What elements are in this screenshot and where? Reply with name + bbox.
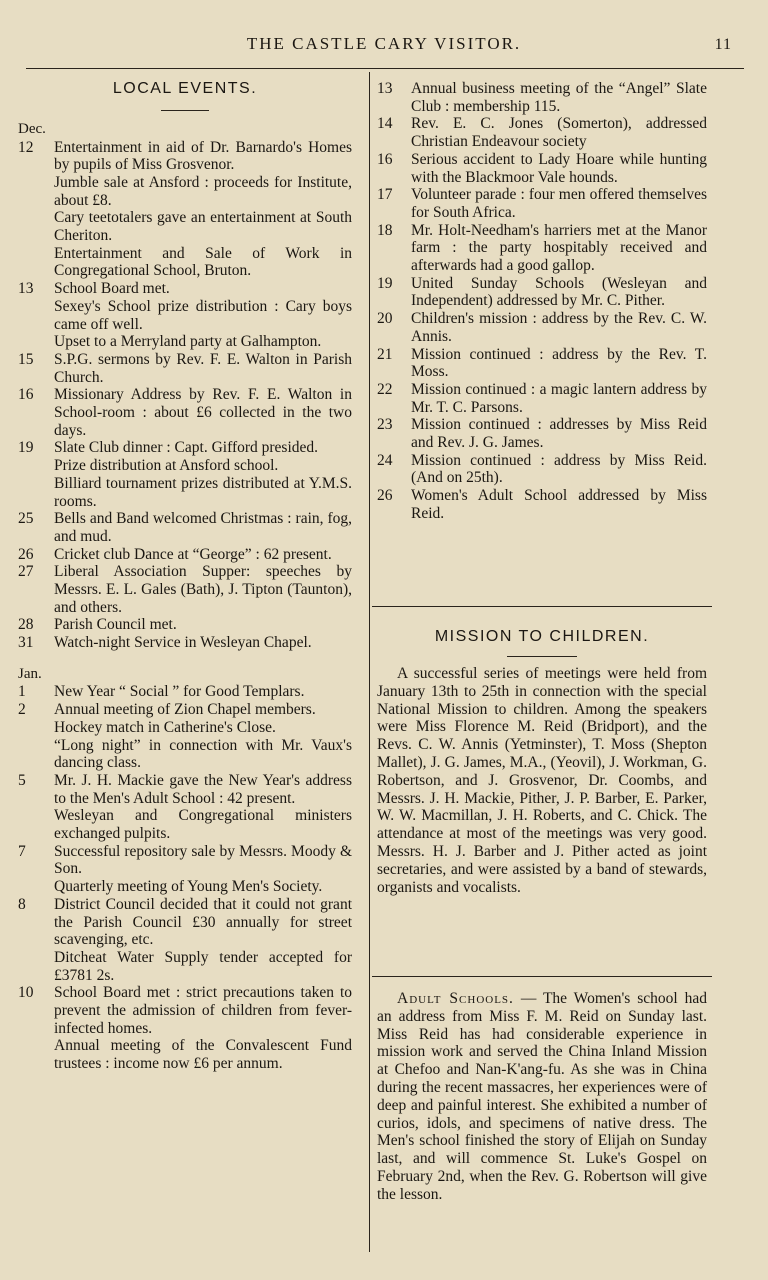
event-text: Entertainment and Sale of Work in Congregational School, Bruton. (54, 244, 352, 280)
event-text: Cary teetotalers gave an entertainment at South Cheriton. (54, 209, 352, 245)
page-header (0, 34, 768, 58)
local-events-title: LOCAL EVENTS. (112, 80, 258, 97)
event-entry (18, 439, 352, 510)
event-text: Volunteer parade : four men offered themselves for South Africa. (411, 186, 707, 221)
event-text: Mission continued : address by the Rev. T. Moss. (411, 345, 707, 381)
event-entry (18, 510, 352, 545)
event-entry (18, 683, 352, 701)
event-day: 16 (18, 386, 34, 404)
adult-schools-heading: Adult Schools. (397, 990, 514, 1007)
event-day: 21 (377, 345, 393, 363)
event-entry (18, 984, 352, 1073)
section-divider (372, 606, 712, 607)
event-day: 5 (18, 771, 26, 789)
event-day: 8 (18, 895, 26, 913)
event-text: United Sunday Schools (Wesleyan and Independent) addressed by Mr. C. Pither. (411, 274, 707, 310)
event-entry (18, 843, 352, 896)
local-events-column (18, 76, 352, 1073)
title-rule (161, 110, 209, 111)
event-text: Liberal Association Supper: speeches by Messrs. E. L. Gales (Bath), J. Tipton (Taunton), and others. (54, 563, 352, 616)
event-day: 26 (377, 487, 393, 505)
event-text: Serious accident to Lady Hoare while hunting with the Blackmoor Vale hounds. (411, 150, 707, 186)
month-label-jan: Jan. (18, 665, 42, 682)
event-text: Mission continued : a magic lantern address by Mr. T. C. Parsons. (411, 380, 707, 416)
event-text: Annual meeting of the Convalescent Fund trustees : income now £6 per annum. (54, 1037, 352, 1073)
event-text: Successful repository sale by Messrs. Moody & Son. (54, 842, 352, 878)
event-entry (377, 310, 707, 345)
event-day: 22 (377, 380, 393, 398)
event-entry (377, 275, 707, 310)
event-text: Women's Adult School addressed by Miss Reid. (411, 487, 707, 522)
event-text: Billiard tournament prizes distributed at Y.M.S. rooms. (54, 474, 352, 510)
event-entry (377, 381, 707, 416)
event-text: Cricket club Dance at “George” : 62 present. (54, 545, 332, 563)
page-number: 11 (714, 36, 732, 53)
mission-section (377, 624, 707, 896)
event-entry (18, 772, 352, 843)
publication-title: THE CASTLE CARY VISITOR. (246, 34, 522, 53)
event-text: Missionary Address by Rev. F. E. Walton in School-room : about £6 collected in the two days. (54, 386, 352, 439)
event-text: Rev. E. C. Jones (Somerton), addressed Christian Endeavour society (411, 115, 707, 151)
event-text: Wesleyan and Congregational ministers exchanged pulpits. (54, 807, 352, 843)
event-day: 24 (377, 451, 393, 469)
event-entry (377, 115, 707, 150)
event-day: 15 (18, 350, 34, 368)
event-text: School Board met. (54, 280, 170, 298)
adult-schools-body: — The Women's school had an address from Miss F. M. Reid on Sunday last. Miss Reid has had considerable experience in mission work and served the China Inland Mission at Chefoo and Nan-K'ang-fu. As she was in China during the recent massacres, her experiences were of deep and painful interest. She exhibited a number of curios, idols, and specimens of native dress. The Men's school finished the story of Elijah on Sunday last, and will commence St. Luke's Gospel on February 2nd, when the Rev. G. Robertson will give the lesson. (377, 990, 707, 1203)
event-text: Sexey's School prize distribution : Cary boys came off well. (54, 297, 352, 333)
event-text: Mission continued : address by Miss Reid. (And on 25th). (411, 451, 707, 487)
event-day: 25 (18, 510, 34, 528)
event-entry (377, 416, 707, 451)
event-day: 19 (18, 439, 34, 457)
event-day: 2 (18, 701, 26, 719)
event-text: Children's mission : address by the Rev. C. W. Annis. (411, 310, 707, 345)
event-day: 20 (377, 310, 393, 328)
event-entry (18, 634, 352, 652)
event-entry (18, 546, 352, 564)
event-text: School Board met : strict precautions taken to prevent the admission of children from fever-infected homes. (54, 984, 352, 1037)
event-text: Bells and Band welcomed Christmas : rain, fog, and mud. (54, 510, 352, 545)
event-entry (18, 616, 352, 634)
event-day: 17 (377, 186, 393, 204)
event-day: 23 (377, 416, 393, 434)
event-day: 1 (18, 683, 26, 701)
event-entry (377, 452, 707, 487)
event-day: 18 (377, 221, 393, 239)
event-text: Mr. J. H. Mackie gave the New Year's address to the Men's Adult School : 42 present. (54, 771, 352, 807)
event-day: 13 (18, 280, 34, 298)
event-entry (18, 280, 352, 351)
event-entry (18, 701, 352, 772)
event-text: Quarterly meeting of Young Men's Society. (54, 878, 323, 896)
event-entry (377, 80, 707, 115)
header-rule (26, 68, 744, 69)
event-text: New Year “ Social ” for Good Templars. (54, 683, 305, 701)
event-text: Watch-night Service in Wesleyan Chapel. (54, 634, 312, 652)
event-text: S.P.G. sermons by Rev. F. E. Walton in Parish Church. (54, 350, 352, 386)
event-day: 19 (377, 274, 393, 292)
event-text: Entertainment in aid of Dr. Barnardo's Homes by pupils of Miss Grosvenor. (54, 138, 352, 174)
event-entry (377, 346, 707, 381)
title-rule (507, 656, 577, 657)
event-text: Jumble sale at Ansford : proceeds for Institute, about £8. (54, 173, 352, 209)
event-day: 27 (18, 563, 34, 581)
event-entry (377, 186, 707, 221)
event-day: 31 (18, 634, 34, 652)
event-day: 28 (18, 616, 34, 634)
event-text: Parish Council met. (54, 616, 177, 634)
event-entry (377, 487, 707, 522)
column-divider (369, 72, 370, 1252)
event-text: Annual business meeting of the “Angel” Slate Club : membership 115. (411, 80, 707, 115)
event-day: 26 (18, 545, 34, 563)
event-text: “Long night” in connection with Mr. Vaux's dancing class. (54, 736, 352, 772)
event-entry (377, 151, 707, 186)
event-entry (18, 139, 352, 281)
event-text: District Council decided that it could not grant the Parish Council £30 annually for street scavenging, etc. (54, 895, 352, 949)
event-entry (377, 222, 707, 275)
month-label-dec: Dec. (18, 121, 46, 137)
mission-title: MISSION TO CHILDREN. (434, 628, 650, 645)
event-text: Upset to a Merryland party at Galhampton. (54, 333, 322, 351)
event-day: 13 (377, 80, 393, 97)
event-text: Annual meeting of Zion Chapel members. (54, 701, 316, 719)
event-text: Mr. Holt-Needham's harriers met at the Manor farm : the party hospitably received and afterwards had a good gallop. (411, 221, 707, 275)
event-day: 16 (377, 150, 393, 168)
event-day: 7 (18, 842, 26, 860)
event-entry (18, 896, 352, 985)
event-day: 12 (18, 138, 34, 156)
event-text: Slate Club dinner : Capt. Gifford presided. (54, 439, 319, 457)
event-entry (18, 386, 352, 439)
adult-schools-section (377, 990, 707, 1204)
event-day: 10 (18, 984, 34, 1002)
section-divider (372, 976, 712, 977)
event-text: Prize distribution at Ansford school. (54, 457, 279, 475)
event-day: 14 (377, 115, 393, 133)
event-text: Hockey match in Catherine's Close. (54, 718, 276, 736)
mission-body: A successful series of meetings were held from January 13th to 25th in connection with the special National Mission to children. Among the speakers were Miss Florence M. Reid (Bridport), and the Revs. C. W. Annis (Yetminster), T. Moss (Shepton Mallet), J. G. James, M.A., (Yeovil), J. Workman, G. Robertson, and J. Grosvenor, Dr. Coombs, and Messrs. J. H. Mackie, Pither, J. P. Barber, E. Parker, W. W. Macmillan, J. H. Roberts, and C. Chick. The attendance at most of the meetings was very good. Messrs. H. J. Barber and J. Pither acted as joint secretaries, and were assisted by a band of stewards, organists and vocalists. (377, 665, 707, 896)
event-entry (18, 351, 352, 386)
event-text: Ditcheat Water Supply tender accepted for £3781 2s. (54, 948, 352, 984)
continued-events-column (377, 80, 707, 523)
event-text: Mission continued : addresses by Miss Reid and Rev. J. G. James. (411, 416, 707, 452)
event-entry (18, 563, 352, 616)
